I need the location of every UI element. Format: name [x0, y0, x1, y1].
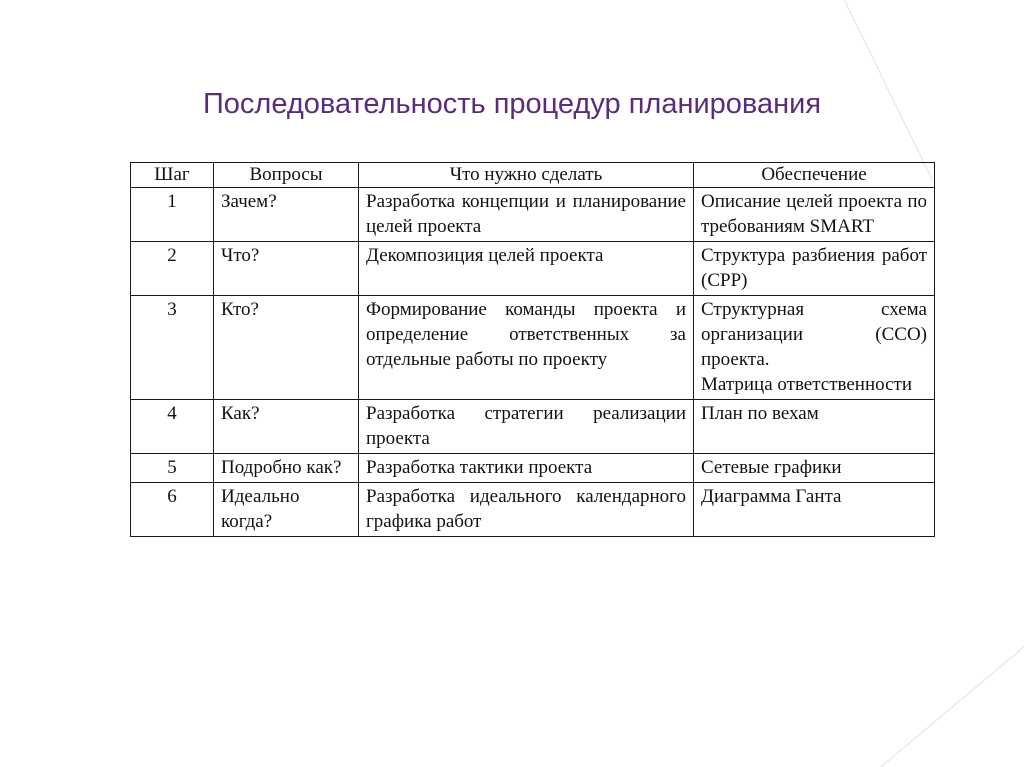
- provision-cell: План по вехам: [694, 400, 935, 454]
- provision-line: Структурная схема организации (ССО) проекта.: [701, 299, 927, 370]
- step-number: 2: [131, 242, 214, 296]
- question-cell: Зачем?: [214, 188, 359, 242]
- todo-cell: Разработка концепции и планирование целей проекта: [359, 188, 694, 242]
- provision-cell: [694, 296, 935, 400]
- provision-cell: Диаграмма Ганта: [694, 483, 935, 537]
- table-row: [131, 483, 935, 537]
- todo-cell: Формирование команды проекта и определение ответственных за отдельные работы по проекту: [359, 296, 694, 400]
- table-row: [131, 296, 935, 400]
- provision-cell: Описание целей проекта по требованиям SMART: [694, 188, 935, 242]
- question-cell: Как?: [214, 400, 359, 454]
- step-number: 4: [131, 400, 214, 454]
- todo-cell: Разработка тактики проекта: [359, 454, 694, 483]
- todo-cell: Разработка стратегии реализации проекта: [359, 400, 694, 454]
- step-number: 1: [131, 188, 214, 242]
- provision-cell: Структура разбиения работ (СРР): [694, 242, 935, 296]
- step-number: 3: [131, 296, 214, 400]
- table-header-row: [131, 163, 935, 188]
- table-row: [131, 242, 935, 296]
- slide-title: Последовательность процедур планирования: [202, 88, 822, 120]
- step-number: 6: [131, 483, 214, 537]
- provision-line: Матрица ответственности: [701, 374, 913, 395]
- question-cell: Что?: [214, 242, 359, 296]
- decorative-line-bottom: [880, 638, 1024, 767]
- header-questions: Вопросы: [214, 163, 359, 188]
- table-row: [131, 454, 935, 483]
- header-todo: Что нужно сделать: [359, 163, 694, 188]
- header-step: Шаг: [131, 163, 214, 188]
- table-row: [131, 400, 935, 454]
- question-cell: Идеально когда?: [214, 483, 359, 537]
- step-number: 5: [131, 454, 214, 483]
- question-cell: Кто?: [214, 296, 359, 400]
- table-row: [131, 188, 935, 242]
- header-provision: Обеспечение: [694, 163, 935, 188]
- todo-cell: Декомпозиция целей проекта: [359, 242, 694, 296]
- provision-cell: Сетевые графики: [694, 454, 935, 483]
- planning-table: [130, 162, 935, 537]
- todo-cell: Разработка идеального календарного графика работ: [359, 483, 694, 537]
- question-cell: Подробно как?: [214, 454, 359, 483]
